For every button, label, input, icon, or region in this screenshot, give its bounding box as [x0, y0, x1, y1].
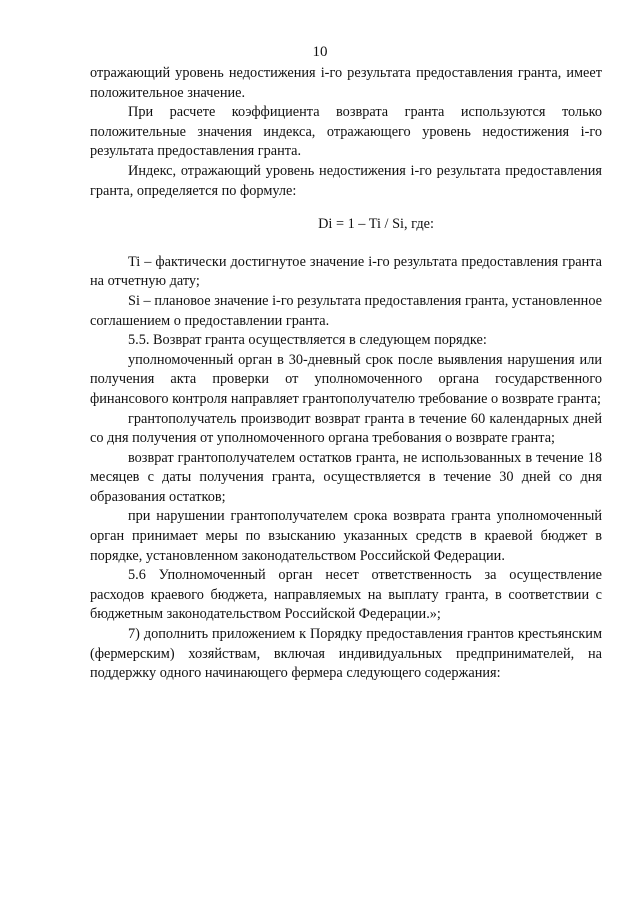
paragraph-5-6-responsibility: 5.6 Уполномоченный орган несет ответственность за осуществление расходов краевого бюджета, направляемых на выплату гранта, в соответствии с бюджетным законодательством Российской Федерации.»; — [90, 567, 602, 623]
paragraph-violation-recovery: при нарушении грантополучателем срока возврата гранта уполномоченный орган принимает меры по взысканию указанных средств в краевой бюджет в порядке, установленном законодательством Российской Федерации. — [90, 508, 602, 564]
paragraph-index-formula-intro: Индекс, отражающий уровень недостижения i-го результата предоставления гранта, определяется по формуле: — [90, 162, 602, 199]
paragraph-ti-definition: Ti – фактически достигнутое значение i-го результата предоставления гранта на отчетную дату; — [90, 253, 602, 290]
formula: Di = 1 – Ti / Si, где: — [318, 216, 434, 233]
paragraph-si-definition: Si – плановое значение i-го результата предоставления гранта, установленное соглашением о предоставлении гранта. — [90, 292, 602, 329]
paragraph-5-5-heading: 5.5. Возврат гранта осуществляется в следующем порядке: — [128, 332, 487, 349]
paragraph-positive-values: При расчете коэффициента возврата гранта используются только положительные значения индекса, отражающего уровень недостижения i-го результата предоставления гранта. — [90, 104, 602, 160]
paragraph-unused-balance-return: возврат грантополучателем остатков гранта, не использованных в течение 18 месяцев с даты получения гранта, осуществляется в течение 30 дней со дня образования остатков; — [90, 449, 602, 505]
document-body — [90, 64, 602, 684]
page-number: 10 — [312, 44, 328, 60]
paragraph-7-appendix: 7) дополнить приложением к Порядку предоставления грантов крестьянским (фермерским) хозяйствам, включая индивидуальных предпринимателей, на поддержку одного начинающего фермера следующего содержания: — [90, 626, 602, 682]
paragraph-grantee-return: грантополучатель производит возврат гранта в течение 60 календарных дней со дня получения от уполномоченного органа требования о возврате гранта; — [90, 410, 602, 447]
paragraph-continuation: отражающий уровень недостижения i-го результата предоставления гранта, имеет положительное значение. — [90, 65, 602, 101]
paragraph-authorized-body-demand: уполномоченный орган в 30-дневный срок после выявления нарушения или получения акта проверки от уполномоченного органа государственного финансового контроля направляет грантополучателю требование о возврате гранта; — [90, 351, 602, 407]
